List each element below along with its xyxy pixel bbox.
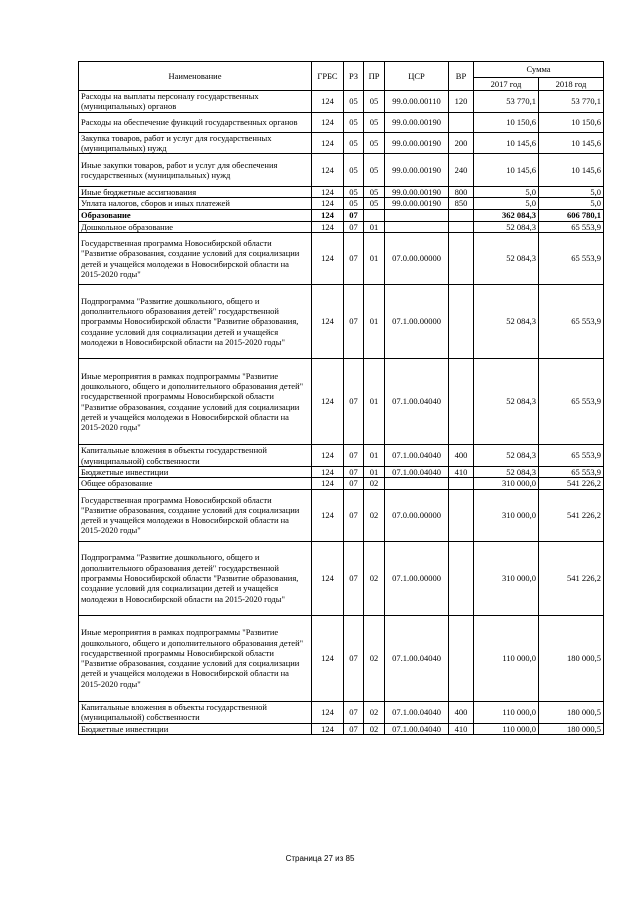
table-cell-name: Бюджетные инвестиции [79, 467, 312, 478]
table-cell-grbs: 124 [312, 445, 344, 467]
table-cell-vr [449, 221, 474, 232]
table-cell-sum-2018: 65 553,9 [539, 285, 604, 359]
table-cell-sum-2017: 52 084,3 [474, 233, 539, 285]
table-cell-sum-2017: 310 000,0 [474, 489, 539, 541]
table-cell-pr: 05 [364, 112, 385, 132]
table-cell-name: Образование [79, 209, 312, 221]
table-cell-sum-2017: 362 084,3 [474, 209, 539, 221]
table-cell-pr: 05 [364, 154, 385, 187]
table-cell-vr [449, 615, 474, 701]
table-cell-name: Уплата налогов, сборов и иных платежей [79, 198, 312, 209]
table-cell-name: Подпрограмма "Развитие дошкольного, общего и дополнительного образования детей" государственной программы Новосибирской области "Развитие образования, создание условий для социализации детей и учащейся молодежи в Новосибирской области на 2015-2020 годы" [79, 541, 312, 615]
table-cell-sum-2018: 180 000,5 [539, 723, 604, 734]
table-row [79, 198, 604, 209]
table-cell-csr: 07.1.00.04040 [385, 445, 449, 467]
table-cell-csr: 99.0.00.00190 [385, 154, 449, 187]
table-cell-grbs: 124 [312, 489, 344, 541]
table-cell-csr: 99.0.00.00110 [385, 91, 449, 113]
header-name: Наименование [79, 62, 312, 91]
table-cell-pr: 02 [364, 489, 385, 541]
header-csr: ЦСР [385, 62, 449, 91]
table-cell-csr: 99.0.00.00190 [385, 187, 449, 198]
table-cell-csr: 99.0.00.00190 [385, 198, 449, 209]
table-cell-sum-2018: 10 145,6 [539, 132, 604, 154]
table-cell-sum-2018: 180 000,5 [539, 615, 604, 701]
table-cell-pr: 05 [364, 91, 385, 113]
table-cell-csr: 07.0.00.00000 [385, 489, 449, 541]
table-cell-grbs: 124 [312, 91, 344, 113]
table-cell-vr [449, 209, 474, 221]
table-cell-sum-2017: 10 145,6 [474, 154, 539, 187]
table-cell-sum-2018: 65 553,9 [539, 233, 604, 285]
table-cell-pr: 02 [364, 615, 385, 701]
budget-table [78, 61, 604, 735]
table-cell-rz: 07 [344, 221, 364, 232]
table-row [79, 285, 604, 359]
table-cell-pr: 01 [364, 467, 385, 478]
table-cell-vr [449, 541, 474, 615]
table-cell-rz: 05 [344, 91, 364, 113]
table-cell-pr: 05 [364, 187, 385, 198]
table-cell-sum-2017: 310 000,0 [474, 478, 539, 489]
table-cell-pr: 05 [364, 132, 385, 154]
table-cell-name: Бюджетные инвестиции [79, 723, 312, 734]
table-cell-name: Иные бюджетные ассигнования [79, 187, 312, 198]
table-cell-csr: 07.1.00.00000 [385, 541, 449, 615]
table-row [79, 489, 604, 541]
table-cell-rz: 07 [344, 723, 364, 734]
table-cell-csr: 07.1.00.04040 [385, 723, 449, 734]
header-sum: Сумма [474, 62, 604, 78]
table-cell-sum-2018: 5,0 [539, 198, 604, 209]
table-cell-sum-2018: 541 226,2 [539, 541, 604, 615]
table-cell-sum-2017: 110 000,0 [474, 615, 539, 701]
table-cell-vr [449, 478, 474, 489]
table-row [79, 112, 604, 132]
table-row [79, 467, 604, 478]
table-cell-grbs: 124 [312, 112, 344, 132]
table-cell-vr [449, 359, 474, 445]
table-body [79, 91, 604, 735]
table-cell-vr: 850 [449, 198, 474, 209]
table-cell-csr: 99.0.00.00190 [385, 112, 449, 132]
header-vr: ВР [449, 62, 474, 91]
table-cell-sum-2018: 606 780,1 [539, 209, 604, 221]
table-cell-rz: 07 [344, 233, 364, 285]
table-cell-pr: 05 [364, 198, 385, 209]
table-cell-grbs: 124 [312, 132, 344, 154]
table-cell-name: Подпрограмма "Развитие дошкольного, общего и дополнительного образования детей" государственной программы Новосибирской области "Развитие образования, создание условий для социализации детей и учащейся молодежи в Новосибирской области на 2015-2020 годы" [79, 285, 312, 359]
table-cell-name: Расходы на выплаты персоналу государственных (муниципальных) органов [79, 91, 312, 113]
table-cell-sum-2018: 65 553,9 [539, 221, 604, 232]
table-row [79, 91, 604, 113]
table-cell-vr: 400 [449, 701, 474, 723]
table-cell-sum-2017: 10 150,6 [474, 112, 539, 132]
table-cell-rz: 07 [344, 285, 364, 359]
table-row [79, 701, 604, 723]
table-cell-vr: 400 [449, 445, 474, 467]
table-cell-rz: 05 [344, 154, 364, 187]
table-cell-pr: 02 [364, 723, 385, 734]
table-cell-sum-2018: 5,0 [539, 187, 604, 198]
table-cell-pr: 02 [364, 541, 385, 615]
table-cell-sum-2017: 110 000,0 [474, 723, 539, 734]
table-cell-sum-2017: 10 145,6 [474, 132, 539, 154]
table-cell-name: Закупка товаров, работ и услуг для государственных (муниципальных) нужд [79, 132, 312, 154]
table-cell-vr [449, 112, 474, 132]
table-row [79, 154, 604, 187]
table-cell-sum-2017: 310 000,0 [474, 541, 539, 615]
table-cell-rz: 07 [344, 541, 364, 615]
table-cell-vr: 800 [449, 187, 474, 198]
table-row [79, 209, 604, 221]
table-cell-sum-2018: 65 553,9 [539, 359, 604, 445]
table-cell-grbs: 124 [312, 478, 344, 489]
table-cell-csr: 07.1.00.04040 [385, 701, 449, 723]
table-cell-grbs: 124 [312, 233, 344, 285]
table-cell-grbs: 124 [312, 701, 344, 723]
table-cell-sum-2017: 5,0 [474, 187, 539, 198]
table-cell-sum-2018: 53 770,1 [539, 91, 604, 113]
table-cell-vr [449, 285, 474, 359]
table-cell-csr: 07.1.00.00000 [385, 285, 449, 359]
table-cell-pr: 02 [364, 478, 385, 489]
table-cell-vr [449, 489, 474, 541]
table-cell-sum-2018: 541 226,2 [539, 489, 604, 541]
table-cell-csr: 07.0.00.00000 [385, 233, 449, 285]
table-row [79, 723, 604, 734]
table-cell-name: Дошкольное образование [79, 221, 312, 232]
table-cell-sum-2017: 52 084,3 [474, 285, 539, 359]
table-cell-rz: 05 [344, 132, 364, 154]
table-cell-pr [364, 209, 385, 221]
table-cell-rz: 07 [344, 467, 364, 478]
table-cell-pr: 01 [364, 359, 385, 445]
table-cell-pr: 01 [364, 285, 385, 359]
table-cell-vr: 120 [449, 91, 474, 113]
table-cell-rz: 07 [344, 489, 364, 541]
table-cell-pr: 01 [364, 233, 385, 285]
table-cell-rz: 07 [344, 615, 364, 701]
table-row [79, 221, 604, 232]
table-cell-grbs: 124 [312, 154, 344, 187]
table-cell-sum-2017: 52 084,3 [474, 467, 539, 478]
table-cell-sum-2018: 65 553,9 [539, 445, 604, 467]
table-cell-name: Государственная программа Новосибирской области "Развитие образования, создание условий для социализации детей и учащейся молодежи в Новосибирской области на 2015-2020 годы" [79, 233, 312, 285]
table-row [79, 478, 604, 489]
table-cell-sum-2017: 52 084,3 [474, 221, 539, 232]
table-cell-csr: 07.1.00.04040 [385, 615, 449, 701]
table-row [79, 541, 604, 615]
table-cell-rz: 07 [344, 445, 364, 467]
table-cell-name: Иные мероприятия в рамках подпрограммы "Развитие дошкольного, общего и дополнительного образования детей" государственной программы Новосибирской области "Развитие образования, создание условий для социализации детей и учащейся молодежи в Новосибирской области на 2015-2020 годы" [79, 615, 312, 701]
header-grbs: ГРБС [312, 62, 344, 91]
table-row [79, 615, 604, 701]
table-cell-csr [385, 221, 449, 232]
table-cell-sum-2018: 10 150,6 [539, 112, 604, 132]
table-cell-grbs: 124 [312, 285, 344, 359]
page-number: Страница 27 из 85 [285, 854, 355, 863]
table-cell-csr: 07.1.00.04040 [385, 359, 449, 445]
table-cell-grbs: 124 [312, 359, 344, 445]
table-cell-grbs: 124 [312, 615, 344, 701]
table-cell-vr: 240 [449, 154, 474, 187]
table-cell-rz: 07 [344, 478, 364, 489]
table-cell-sum-2018: 541 226,2 [539, 478, 604, 489]
table-cell-grbs: 124 [312, 221, 344, 232]
table-cell-name: Капитальные вложения в объекты государственной (муниципальной) собственности [79, 445, 312, 467]
table-cell-rz: 05 [344, 187, 364, 198]
table-cell-rz: 07 [344, 209, 364, 221]
table-cell-vr: 410 [449, 723, 474, 734]
table-cell-sum-2017: 52 084,3 [474, 359, 539, 445]
table-cell-sum-2017: 53 770,1 [474, 91, 539, 113]
table-cell-vr: 200 [449, 132, 474, 154]
table-cell-vr [449, 233, 474, 285]
table-cell-csr [385, 478, 449, 489]
table-cell-grbs: 124 [312, 209, 344, 221]
table-cell-grbs: 124 [312, 198, 344, 209]
table-row [79, 132, 604, 154]
table-cell-grbs: 124 [312, 187, 344, 198]
table-row [79, 187, 604, 198]
table-cell-sum-2018: 180 000,5 [539, 701, 604, 723]
table-cell-grbs: 124 [312, 541, 344, 615]
table-cell-rz: 07 [344, 701, 364, 723]
table-cell-name: Иные мероприятия в рамках подпрограммы "Развитие дошкольного, общего и дополнительного образования детей" государственной программы Новосибирской области "Развитие образования, создание условий для социализации детей и учащейся молодежи в Новосибирской области на 2015-2020 годы" [79, 359, 312, 445]
table-cell-rz: 05 [344, 112, 364, 132]
table-cell-pr: 02 [364, 701, 385, 723]
table-row [79, 233, 604, 285]
table-cell-name: Расходы на обеспечение функций государственных органов [79, 112, 312, 132]
table-cell-sum-2018: 10 145,6 [539, 154, 604, 187]
table-cell-rz: 07 [344, 359, 364, 445]
table-cell-grbs: 124 [312, 467, 344, 478]
table-cell-name: Капитальные вложения в объекты государственной (муниципальной) собственности [79, 701, 312, 723]
table-cell-name: Иные закупки товаров, работ и услуг для обеспечения государственных (муниципальных) нужд [79, 154, 312, 187]
header-rz: РЗ [344, 62, 364, 91]
table-row [79, 445, 604, 467]
table-cell-sum-2017: 110 000,0 [474, 701, 539, 723]
table-cell-sum-2018: 65 553,9 [539, 467, 604, 478]
table-row [79, 359, 604, 445]
header-pr: ПР [364, 62, 385, 91]
table-cell-csr: 99.0.00.00190 [385, 132, 449, 154]
table-cell-pr: 01 [364, 221, 385, 232]
table-cell-grbs: 124 [312, 723, 344, 734]
table-cell-name: Государственная программа Новосибирской области "Развитие образования, создание условий для социализации детей и учащейся молодежи в Новосибирской области на 2015-2020 годы" [79, 489, 312, 541]
header-year-2018: 2018 год [539, 78, 604, 91]
table-cell-sum-2017: 52 084,3 [474, 445, 539, 467]
table-cell-csr: 07.1.00.04040 [385, 467, 449, 478]
table-cell-sum-2017: 5,0 [474, 198, 539, 209]
table-cell-pr: 01 [364, 445, 385, 467]
table-cell-name: Общее образование [79, 478, 312, 489]
table-cell-rz: 05 [344, 198, 364, 209]
table-cell-vr: 410 [449, 467, 474, 478]
table-cell-csr [385, 209, 449, 221]
header-year-2017: 2017 год [474, 78, 539, 91]
